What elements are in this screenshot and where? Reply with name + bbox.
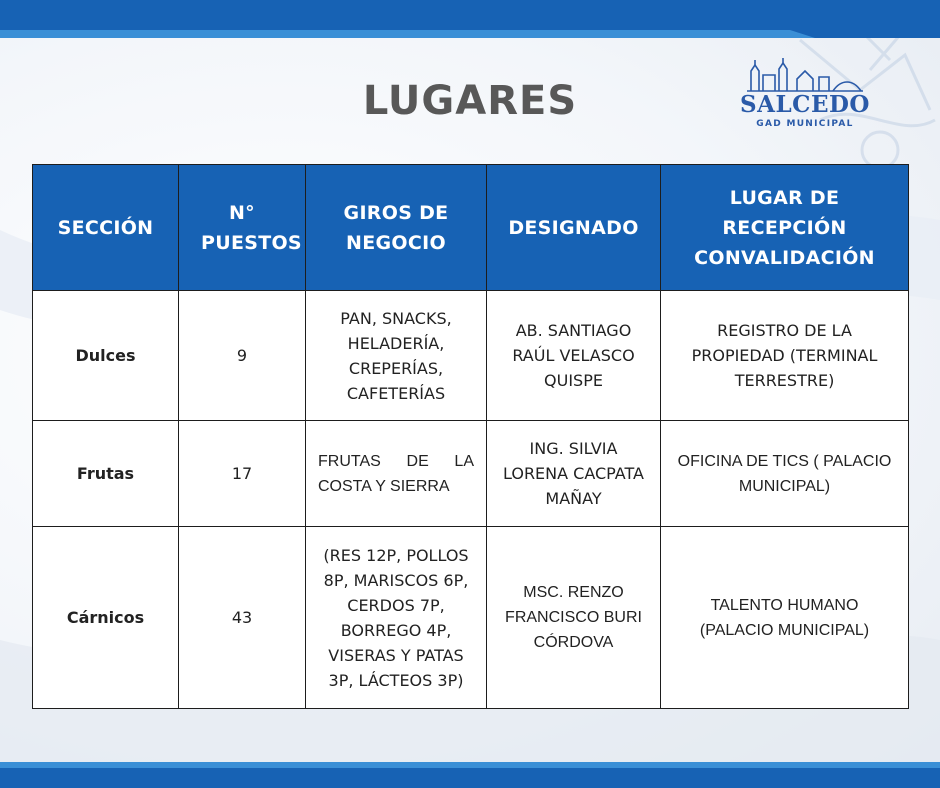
table-row (33, 527, 909, 709)
logo-name: SALCEDO (740, 91, 870, 118)
cell-giros: PAN, SNACKS, HELADERÍA, CREPERÍAS, CAFETERÍAS (306, 291, 487, 421)
cell-lugar: TALENTO HUMANO (PALACIO MUNICIPAL) (661, 527, 909, 709)
salcedo-logo (735, 55, 875, 135)
cell-seccion: Dulces (33, 291, 179, 421)
cell-puestos: 9 (179, 291, 306, 421)
top-header-bar (0, 0, 940, 42)
header-designado: DESIGNADO (487, 165, 661, 291)
table-header-row (33, 165, 909, 291)
cell-giros (306, 421, 487, 527)
cell-puestos: 43 (179, 527, 306, 709)
cell-designado: MSC. RENZO FRANCISCO BURI CÓRDOVA (487, 527, 661, 709)
cell-designado: ING. SILVIA LORENA CACPATA MAÑAY (487, 421, 661, 527)
lugares-table (32, 164, 909, 709)
bottom-footer-bar (0, 762, 940, 788)
cell-seccion: Cárnicos (33, 527, 179, 709)
table-row (33, 421, 909, 527)
page-title: LUGARES (362, 78, 578, 124)
header-seccion: SECCIÓN (33, 165, 179, 291)
header-giros: GIROS DE NEGOCIO (306, 165, 487, 291)
cell-giros: (RES 12P, POLLOS 8P, MARISCOS 6P, CERDOS 7P, BORREGO 4P, VISERAS Y PATAS 3P, LÁCTEOS 3P) (306, 527, 487, 709)
giros-line-2: COSTA Y SIERRA (318, 477, 450, 495)
cell-lugar: REGISTRO DE LA PROPIEDAD (TERMINAL TERRESTRE) (661, 291, 909, 421)
church-skyline-icon (745, 57, 865, 93)
header-lugar: LUGAR DE RECEPCIÓN CONVALIDACIÓN (661, 165, 909, 291)
giros-line-1: FRUTAS DE LA (318, 452, 474, 470)
logo-subtitle: GAD MUNICIPAL (756, 119, 854, 129)
cell-seccion: Frutas (33, 421, 179, 527)
cell-designado: AB. SANTIAGO RAÚL VELASCO QUISPE (487, 291, 661, 421)
header-puestos: N° PUESTOS (179, 165, 306, 291)
table-row (33, 291, 909, 421)
cell-puestos: 17 (179, 421, 306, 527)
cell-lugar: OFICINA DE TICS ( PALACIO MUNICIPAL) (661, 421, 909, 527)
